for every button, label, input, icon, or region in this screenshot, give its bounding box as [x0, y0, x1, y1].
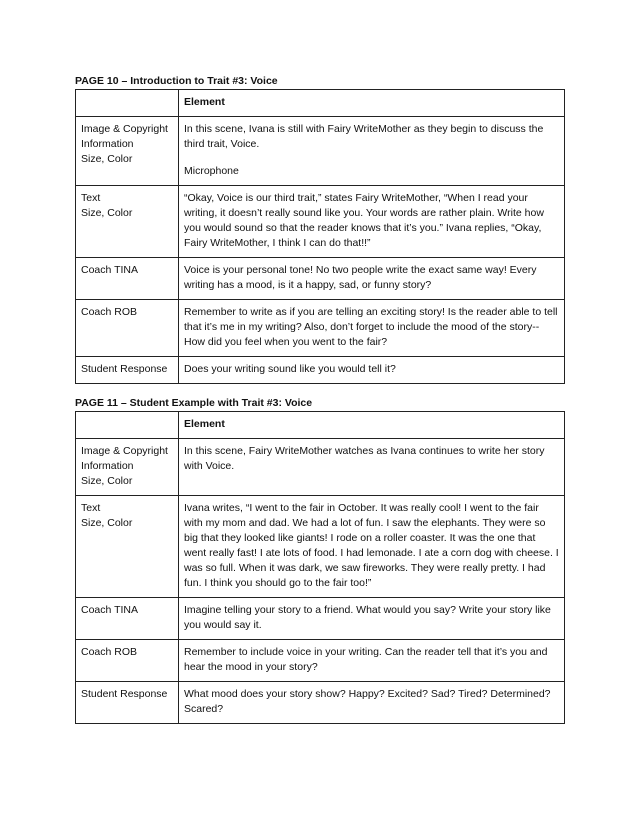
row-text: In this scene, Ivana is still with Fairy WriteMother as they begin to discuss the third trait, Voice.: [184, 123, 544, 150]
column-header-element: Element: [179, 90, 565, 117]
row-label: Coach TINA: [76, 258, 179, 300]
row-label-line: Information: [81, 138, 134, 150]
document-page: [75, 74, 564, 724]
storyboard-table-page-10: [75, 89, 565, 384]
row-content: Remember to write as if you are telling an exciting story! Is the reader able to tell that it’s me in my writing? Also, don’t forget to include the mood of the story--How did you feel when you went to the fair?: [179, 300, 565, 357]
row-label-line: Image & Copyright: [81, 123, 168, 135]
header-empty-cell: [76, 90, 179, 117]
table-row: [76, 258, 565, 300]
row-content: Imagine telling your story to a friend. What would you say? Write your story like you would say it.: [179, 598, 565, 640]
row-label-line: Text: [81, 192, 101, 204]
table-row: [76, 357, 565, 384]
row-label: Coach ROB: [76, 300, 179, 357]
row-label: [76, 496, 179, 598]
table-row: [76, 496, 565, 598]
row-label-line: Text: [81, 502, 101, 514]
table-row: [76, 117, 565, 186]
row-label-line: Information: [81, 460, 134, 472]
table-header-row: [76, 90, 565, 117]
table-row: [76, 640, 565, 682]
table-row: [76, 598, 565, 640]
row-content: What mood does your story show? Happy? Excited? Sad? Tired? Determined? Scared?: [179, 682, 565, 724]
row-content: [179, 117, 565, 186]
section-spacer: [75, 384, 564, 396]
storyboard-table-page-11: [75, 411, 565, 724]
row-content: “Okay, Voice is our third trait,” states Fairy WriteMother, “When I read your writing, it doesn’t really sound like you. Your words are rather plain. Write how you would sound so that the reader knows that it’s you.” Ivana replies, “Okay, Fairy WriteMother, I think I can do that!!”: [179, 186, 565, 258]
row-label-line: Image & Copyright: [81, 445, 168, 457]
row-label: Student Response: [76, 682, 179, 724]
section-heading-page-11: PAGE 11 – Student Example with Trait #3: Voice: [75, 397, 313, 409]
row-label-line: Size, Color: [81, 153, 133, 165]
row-label: [76, 439, 179, 496]
table-row: [76, 186, 565, 258]
row-text-secondary: Microphone: [184, 165, 239, 177]
row-label-line: Size, Color: [81, 517, 133, 529]
row-content: Remember to include voice in your writing. Can the reader tell that it’s you and hear the mood in your story?: [179, 640, 565, 682]
row-label: Coach TINA: [76, 598, 179, 640]
row-content: In this scene, Fairy WriteMother watches as Ivana continues to write her story with Voice.: [179, 439, 565, 496]
row-content: Does your writing sound like you would tell it?: [179, 357, 565, 384]
table-row: [76, 300, 565, 357]
section-heading-page-10: PAGE 10 – Introduction to Trait #3: Voice: [75, 75, 278, 87]
table-row: [76, 682, 565, 724]
row-label: Student Response: [76, 357, 179, 384]
row-label: Coach ROB: [76, 640, 179, 682]
row-content: Ivana writes, “I went to the fair in October. It was really cool! I went to the fair with my mom and dad. We had a lot of fun. I saw the elephants. They were so big that they looked like giants! I rode on a roller coaster. It was the one that went really fast! I ate lots of food. I had lemonade. I ate a corn dog with cheese. I was so full. When it was dark, we saw fireworks. They were really pretty. I had fun. I think you should go to the fair too!”: [179, 496, 565, 598]
header-empty-cell: [76, 412, 179, 439]
table-row: [76, 439, 565, 496]
row-content: Voice is your personal tone! No two people write the exact same way! Every writing has a mood, is it a happy, sad, or funny story?: [179, 258, 565, 300]
row-label-line: Size, Color: [81, 475, 133, 487]
row-label: [76, 117, 179, 186]
table-header-row: [76, 412, 565, 439]
row-label-line: Size, Color: [81, 207, 133, 219]
row-label: [76, 186, 179, 258]
column-header-element: Element: [179, 412, 565, 439]
